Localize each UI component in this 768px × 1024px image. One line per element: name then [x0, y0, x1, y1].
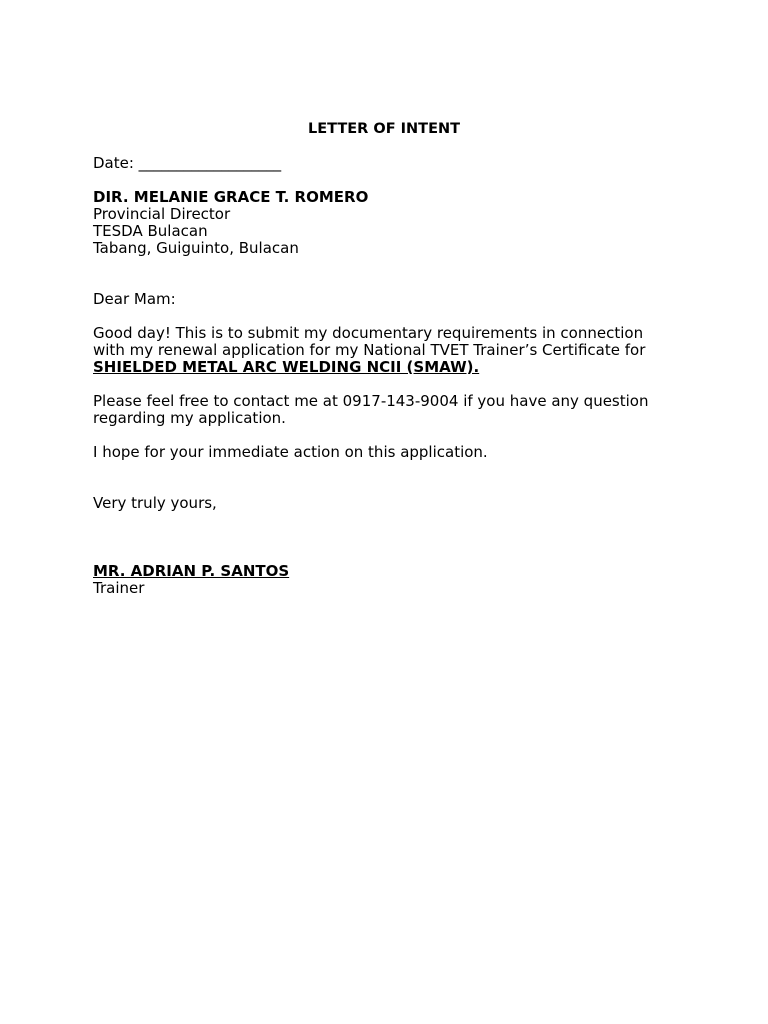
spacer: [93, 308, 683, 325]
recipient-position: Provincial Director: [93, 205, 231, 223]
recipient-block: [93, 189, 683, 257]
salutation: Dear Mam:: [93, 290, 176, 308]
spacer: [93, 172, 683, 189]
paragraph-line: Please feel free to contact me at 0917-143-9004 if you have any question: [93, 392, 649, 410]
letter-title: LETTER OF INTENT: [307, 121, 460, 137]
paragraph-line: regarding my application.: [93, 409, 286, 427]
spacer: [93, 461, 683, 495]
date-line: Date: ___________________: [93, 154, 282, 172]
letter-body: [93, 155, 683, 597]
paragraph-line: with my renewal application for my National TVET Trainer’s Certificate for: [93, 341, 646, 359]
recipient-name: DIR. MELANIE GRACE T. ROMERO: [93, 188, 369, 206]
spacer: [93, 257, 683, 291]
sender-block: [93, 563, 683, 597]
paragraph-line: Good day! This is to submit my documentary requirements in connection: [93, 324, 644, 342]
recipient-address: Tabang, Guiguinto, Bulacan: [93, 239, 299, 257]
sender-name: MR. ADRIAN P. SANTOS: [93, 562, 290, 580]
paragraph-requirements: [93, 325, 683, 376]
qualification-title: SHIELDED METAL ARC WELDING NCII (SMAW).: [93, 358, 480, 376]
paragraph-contact: [93, 393, 683, 427]
recipient-office: TESDA Bulacan: [93, 222, 208, 240]
complimentary-close: Very truly yours,: [93, 494, 217, 512]
sender-position: Trainer: [93, 579, 145, 597]
spacer: [93, 376, 683, 393]
signature-space: [93, 512, 683, 563]
spacer: [93, 427, 683, 444]
paragraph-closing-request: I hope for your immediate action on this application.: [93, 443, 488, 461]
